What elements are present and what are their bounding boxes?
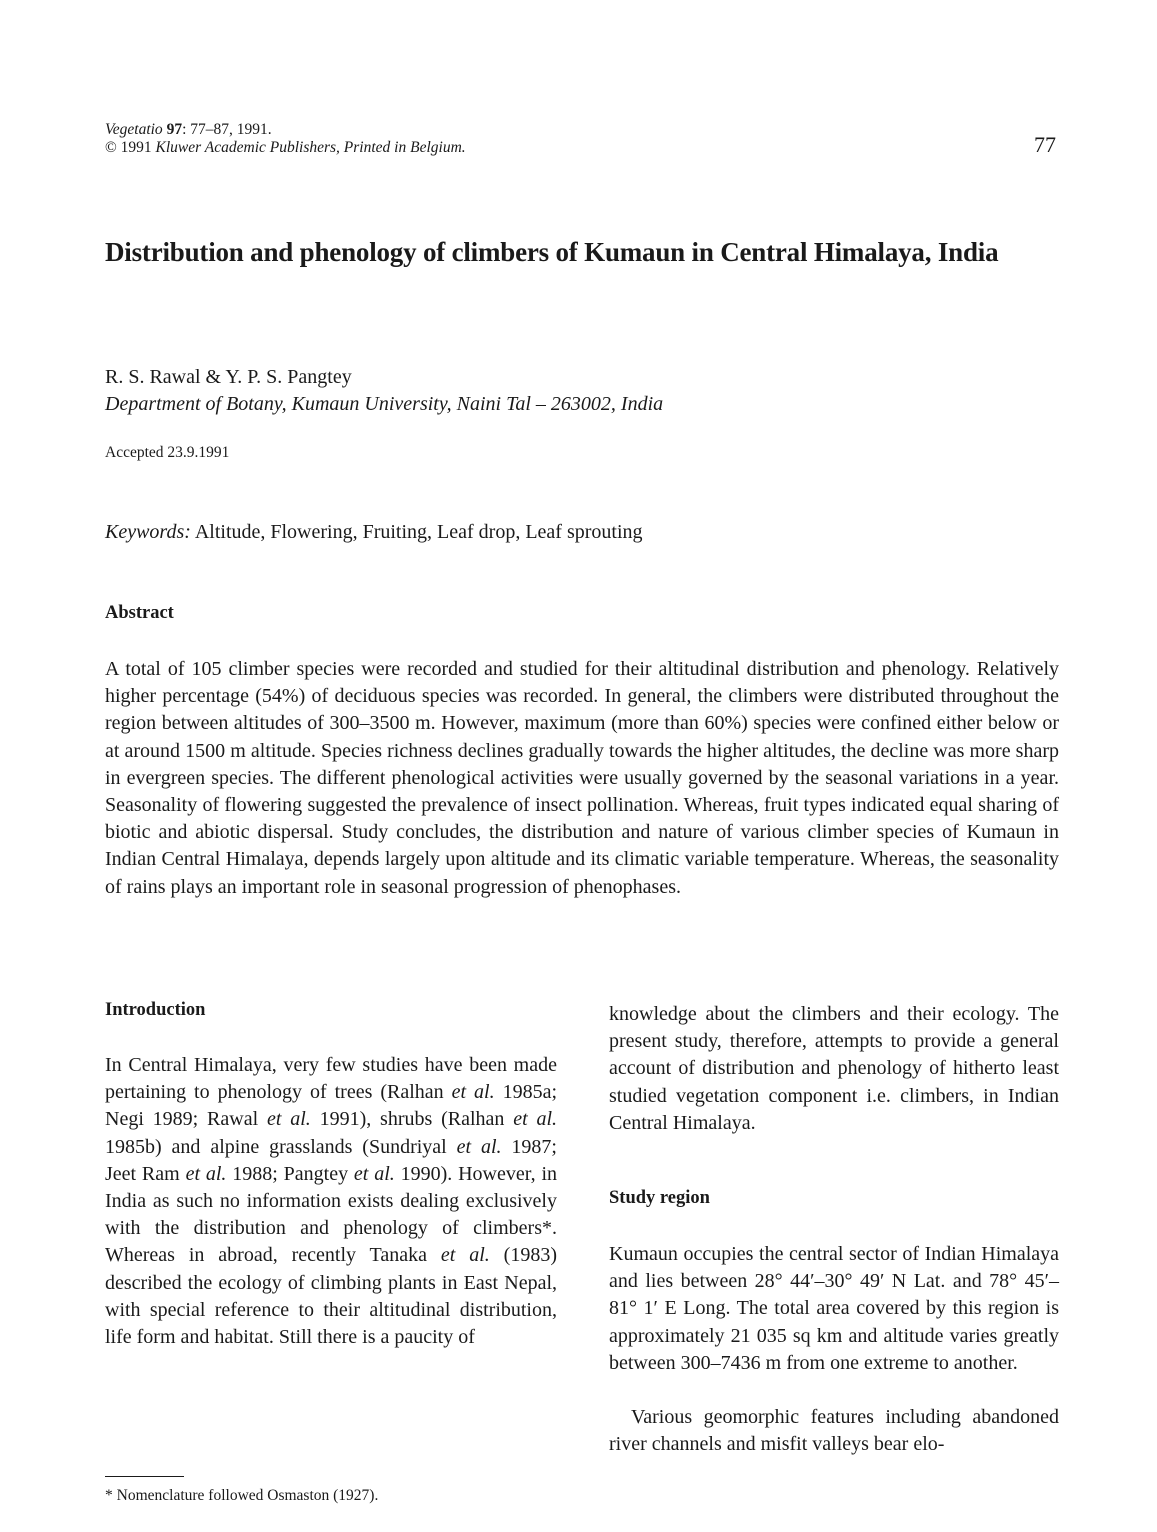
keywords xyxy=(105,520,643,544)
paper-title: Distribution and phenology of climbers of Kumaun in Central Himalaya, India xyxy=(105,237,999,267)
copyright-year: © 1991 xyxy=(105,139,152,156)
authors: R. S. Rawal & Y. P. S. Pangtey xyxy=(105,366,352,388)
introduction-text: In Central Himalaya, very few studies have been made pertaining to phenology of trees (Ralhan et al. 1985a; Negi 1989; Rawal et al. 1991), shrubs (Ralhan et al. 1985b) and alpine grasslands (Sundriyal et al. 1987; Jeet Ram et al. 1988; Pangtey et al. 1990). However, in India as such no information exists dealing exclusively with the distribution and phenology of climbers*. Whereas in abroad, recently Tanaka et al. (1983) described the ecology of climbing plants in East Nepal, with special reference to their altitudinal distribution, life form and habitat. Still there is a paucity of xyxy=(105,1054,558,1349)
affiliation: Department of Botany, Kumaun University, Naini Tal – 263002, India xyxy=(105,393,664,415)
journal-volume: 97 xyxy=(166,121,183,138)
copyright-line xyxy=(105,139,466,157)
journal-pages: : 77–87, 1991. xyxy=(182,121,272,138)
study-region-heading: Study region xyxy=(609,1188,710,1208)
accepted-date: Accepted 23.9.1991 xyxy=(105,444,230,461)
publisher: Kluwer Academic Publishers, Printed in Belgium. xyxy=(155,139,466,156)
abstract-text: A total of 105 climber species were recorded and studied for their altitudinal distribution and phenology. Relatively higher percentage (54%) of deciduous species was recorded. In general, the climbers were distributed throughout the region between altitudes of 300–3500 m. However, maximum (more than 60%) species were confined either below or at around 1500 m altitude. Species richness declines gradually towards the higher altitudes, the decline was more sharp in evergreen species. The different phenological activities were usually governed by the seasonal variations in a year. Seasonality of flowering suggested the prevalence of insect pollination. Whereas, fruit types indicated equal sharing of biotic and abiotic dispersal. Study concludes, the distribution and nature of various climber species of Kumaun in Indian Central Himalaya, depends largely upon altitude and its climatic variable temperature. Whereas, the seasonality of rains plays an important role in seasonal progression of phenophases. xyxy=(105,658,1059,898)
page-number: 77 xyxy=(1034,132,1056,157)
journal-name: Vegetatio xyxy=(105,121,163,138)
footnote-divider xyxy=(105,1476,184,1477)
running-head xyxy=(105,121,466,157)
abstract-heading: Abstract xyxy=(105,603,174,623)
introduction-continuation: knowledge about the climbers and their ecology. The present study, therefore, attempts to provide a general account of distribution and phenology of hitherto least studied vegetation component i.e. climbers, in Indian Central Himalaya. xyxy=(609,1003,1059,1134)
study-region-paragraph-2: Various geomorphic features including abandoned river channels and misfit valleys bear elo- xyxy=(609,1406,1059,1456)
footnote: * Nomenclature followed Osmaston (1927). xyxy=(105,1487,379,1504)
journal-citation xyxy=(105,121,466,139)
keywords-label: Keywords: xyxy=(105,521,191,543)
introduction-heading: Introduction xyxy=(105,1000,206,1020)
study-region-paragraph-1: Kumaun occupies the central sector of Indian Himalaya and lies between 28° 44′–30° 49′ N Lat. and 78° 45′–81° 1′ E Long. The total area covered by this region is approximately 21 035 sq km and altitude varies greatly between 300–7436 m from one extreme to another. xyxy=(609,1243,1059,1374)
keywords-text: Altitude, Flowering, Fruiting, Leaf drop, Leaf sprouting xyxy=(194,521,643,543)
